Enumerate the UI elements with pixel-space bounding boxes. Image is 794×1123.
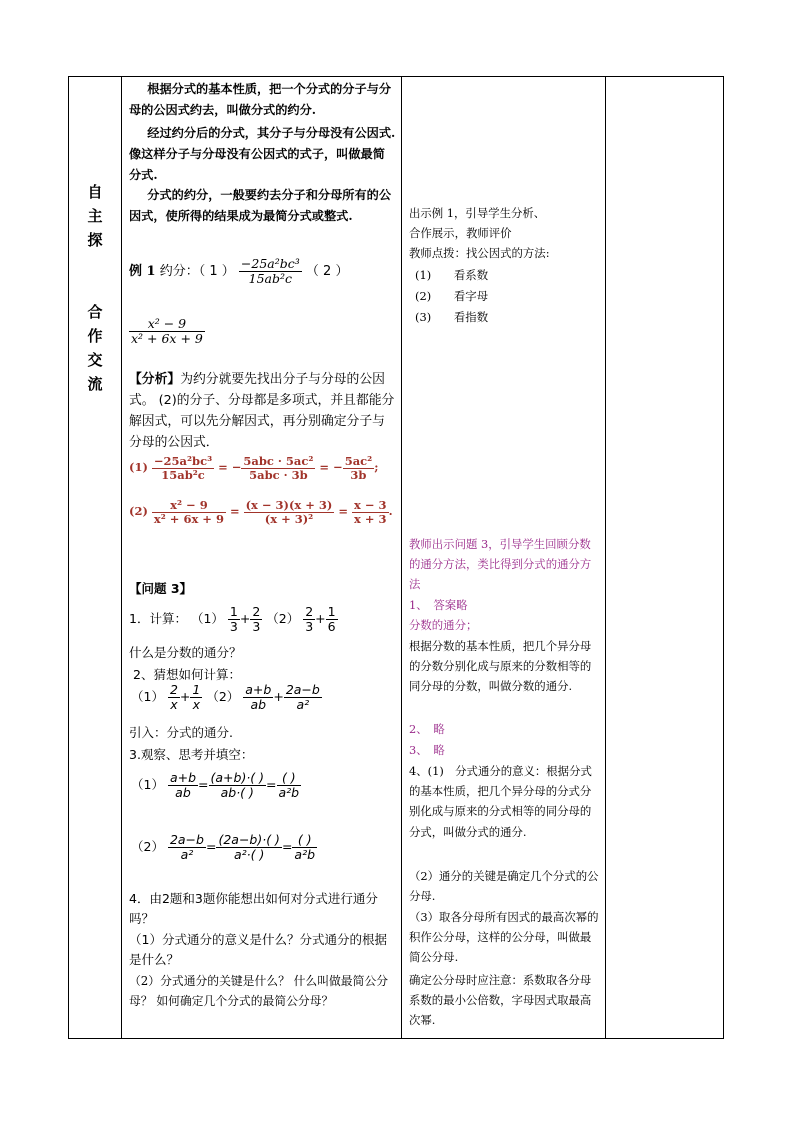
question3-q2-fractions: （1） $\frac{2}{x}$ + $\frac{1}{x}$ （2） $\frac{a+b}{ab}$ + $\frac{2a-b}{\text{a²}}$ [131, 682, 320, 712]
intro-p2: 经过约分后的分式，其分子与分母没有公因式.像这样分子与分母没有公因式的式子，叫做最简分式. [129, 126, 396, 182]
column-divider [121, 77, 122, 1038]
column-divider [401, 77, 402, 1038]
solution-2: (2) $\frac{\text{x² − 9}}{\text{x² + 6x + 9}}$ = $\frac{(x - 3)(x + 3)}{\text{(x + 3)²}}$ = $\frac{x - 3}{x + 3}$ . [129, 498, 393, 526]
question3-q3: 3.观察、思考并填空： [129, 747, 254, 762]
teacher2-meaning: 4、(1) 分式通分的意义：根据分式的基本性质，把几个异分母的分式分别化成与原来的分式相等的同分母的分式，叫做分式的通分. [409, 764, 592, 839]
example1: 例 1 约分：（ 1 ） $\frac{\text{−25a²bc³}}{\text{15ab²c}}$ （ 2 ） [129, 256, 349, 286]
teacher2-intro: 教师出示问题 3，引导学生回顾分数的通分方法，类比得到分式的通分方法 [409, 537, 592, 592]
question3-q3-eq2: （2） $\frac{2a-b}{\text{a²}}$ = $\frac{(2a-b)\cdot( )}{\text{a²·( )}}$ = $\frac{( )}{\text{a²b}}$ [131, 832, 316, 862]
question3-q3-eq1: （1） $\frac{a+b}{ab}$ = $\frac{(a+b)\cdot( )}{ab\cdot( )}$ = $\frac{( )}{\text{a²b}}$ [131, 770, 300, 800]
example1-fraction1: $\frac{\text{−25a²bc³}}{\text{15ab²c}}$ [240, 256, 300, 286]
question3-q1: 1．计算： （1） $\frac{1}{3}$ + $\frac{2}{3}$ （2） $\frac{2}{3}$ + $\frac{1}{6}$ [129, 604, 336, 634]
question3-q2: 2、猜想如何计算： [133, 667, 241, 682]
teacher1-line: (2) 看字母 [415, 289, 489, 303]
teacher2-note: 确定公分母时应注意：系数取各分母系数的最小公倍数，字母因式取最高次幂. [409, 973, 592, 1028]
teacher1-line: (3) 看指数 [415, 310, 489, 324]
side-label-group1: 自 主 探 [87, 183, 103, 249]
teacher2-answer3: 3、 略 [409, 743, 445, 757]
question3-q4-1: （1）分式通分的意义是什么？分式通分的根据是什么？ [129, 932, 387, 967]
teacher1-line: 合作展示，教师评价 [409, 226, 512, 240]
analysis: 【分析】为约分就要先找出分子与分母的公因式。 (2)的分子、分母都是多项式，并且都能分解因式，可以先分解因式，再分别确定分子与分母的公因式． [129, 372, 395, 450]
teacher2-key: （2）通分的关键是确定几个分式的公分母. [409, 869, 599, 904]
example1-fraction2: $\frac{\text{x² − 9}}{\text{x² + 6x + 9}}$ [131, 316, 203, 346]
side-label-group2: 合 作 交 流 [87, 303, 103, 393]
question3-intro: 引入：分式的通分. [129, 725, 233, 740]
solution-1: (1) $\frac{\text{−25a²bc³}}{\text{15ab²c}}$ = − $\frac{\text{5abc · 5ac²}}{\text{5abc · 3b}}$ = − $\frac{\text{5ac²}}{3b}$ ; [129, 454, 379, 482]
teacher1-line: (1) 看系数 [415, 268, 489, 282]
column-divider [605, 77, 606, 1038]
question3-q1-ask: 什么是分数的通分？ [129, 645, 242, 660]
teacher2-fraction-label: 分数的通分； [409, 618, 478, 632]
teacher1-line: 教师点拨：找公因式的方法: [409, 246, 550, 260]
teacher2-fraction-definition: 根据分数的基本性质，把几个异分母的分数分别化成与原来的分数相等的同分母的分数，叫做分数的通分. [409, 639, 592, 694]
question3-title: 【问题 3】 [129, 581, 193, 596]
lesson-table [68, 76, 724, 1039]
intro-p3: 分式的约分，一般要约去分子和分母所有的公因式，使所得的结果成为最简分式或整式. [129, 188, 392, 223]
teacher2-answer2: 2、 略 [409, 722, 445, 736]
teacher2-lcd: （3）取各分母所有因式的最高次幂的积作公分母，这样的公分母，叫做最简公分母. [409, 910, 599, 965]
question3-q4-2: （2）分式通分的关键是什么？ 什么叫做最简公分母？ 如何确定几个分式的最简公分母？ [129, 974, 388, 1008]
teacher2-answer1: 1、 答案略 [409, 598, 468, 612]
intro-p1: 根据分式的基本性质，把一个分式的分子与分母的公因式约去，叫做分式的约分. [129, 82, 392, 117]
question3-q4: 4．由2题和3题你能想出如何对分式进行通分吗？ [129, 891, 378, 926]
teacher1-line: 出示例 1，引导学生分析、 [409, 206, 546, 220]
